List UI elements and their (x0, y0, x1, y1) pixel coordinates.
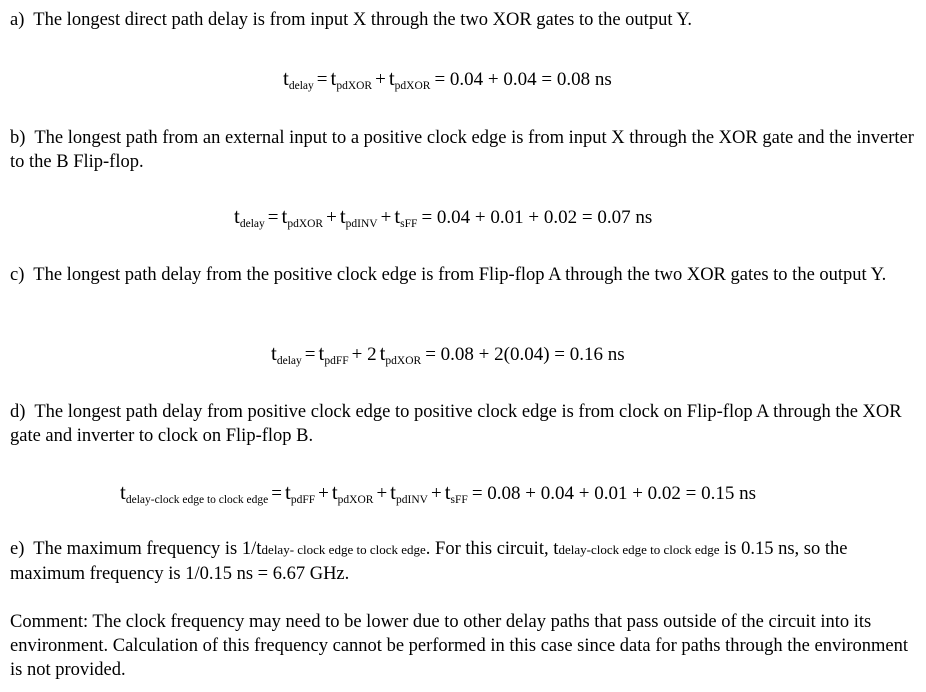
equation-c: $t_{delay} = t_{pdFF} + 2$ $t_{pdXOR} = 0.08 + 2(0.04) = 0.16$ ns (271, 341, 625, 367)
text-a: The longest direct path delay is from input X through the two XOR gates to the output Y. (33, 10, 692, 30)
label-c: c) (10, 265, 25, 285)
paragraph-a (10, 8, 915, 32)
equation-b: $t_{delay} = t_{pdXOR} + t_{pdINV} + t_{sFF} = 0.04 + 0.01 + 0.02 = 0.07$ ns (234, 204, 653, 230)
label-b: b) (10, 128, 26, 148)
label-d: d) (10, 402, 26, 422)
text-d: The longest path delay from positive clock edge to positive clock edge is from clock on Flip-flop A through the XOR gate and inverter to clock on Flip-flop B. (10, 402, 902, 446)
comment-text: Comment: The clock frequency may need to be lower due to other delay paths that pass outside of the circuit into its environment. Calculation of this frequency cannot be performed in this case since data for paths through the environment is not provided. (10, 612, 908, 680)
paragraph-c (10, 263, 915, 287)
text-b: The longest path from an external input to a positive clock edge is from input X through the XOR gate and the inverter to the B Flip-flop. (10, 128, 914, 172)
text-c: The longest path delay from the positive clock edge is from Flip-flop A through the two XOR gates to the output Y. (33, 265, 887, 285)
comment-paragraph (10, 610, 915, 682)
paragraph-b (10, 126, 915, 174)
paragraph-d (10, 400, 915, 448)
paragraph-e: e) The maximum frequency is 1/tdelay- clock edge to clock edge. For this circuit, tdelay-clock edge to clock edge is 0.15 ns, so the maximum frequency is 1/0.15 ns = 6.67 GHz. (10, 538, 848, 584)
label-a: a) (10, 10, 25, 30)
equation-a: $t_{delay} = t_{pdXOR} + t_{pdXOR} = 0.04 + 0.04 = 0.08$ ns (283, 66, 612, 92)
label-e: e) (10, 539, 25, 559)
equation-d: $t_{delay-clock edge to clock edge} = t_{pdFF} + t_{pdXOR} + t_{pdINV} + t_{sFF} = 0.08 + 0.04 + 0.01 + 0.02 = 0.15$ ns (120, 480, 757, 506)
